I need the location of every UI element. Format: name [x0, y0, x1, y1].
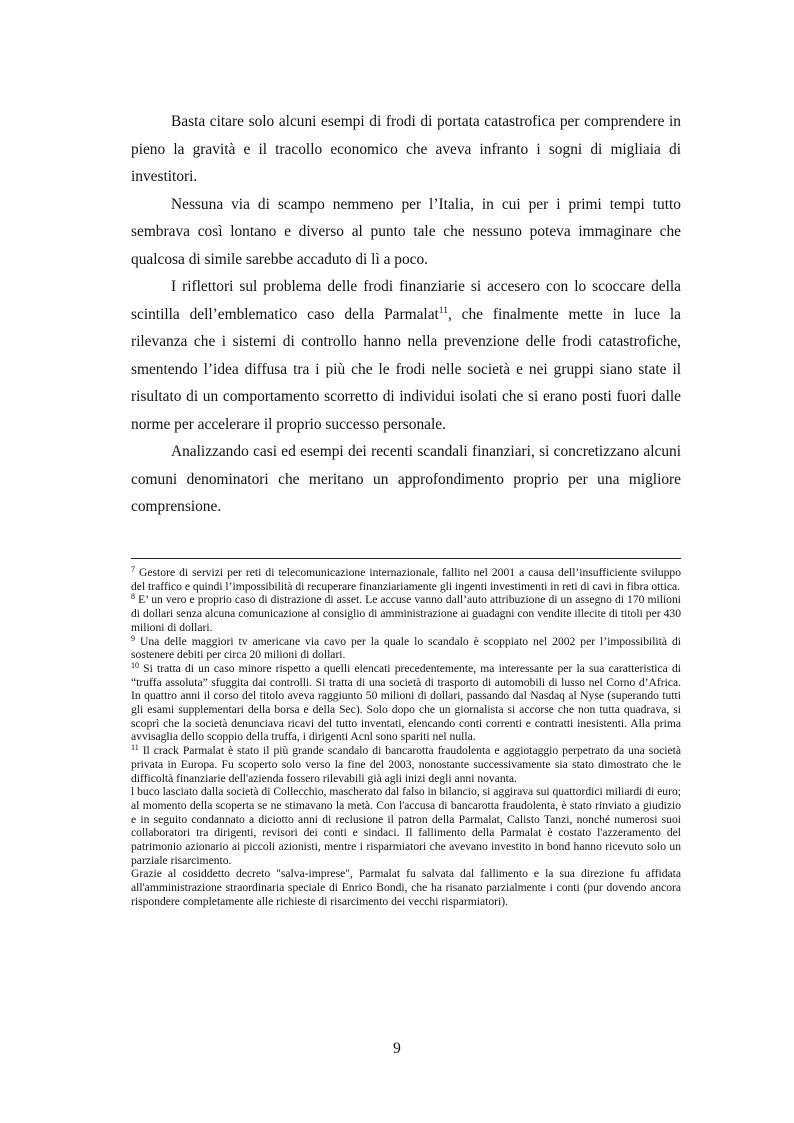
- footnote: [131, 744, 681, 785]
- paragraph: Analizzando casi ed esempi dei recenti scandali finanziari, si concretizzano alcuni comuni denominatori che meritano un approfondimento proprio per una migliore comprensione.: [131, 443, 681, 515]
- paragraph-text: I riflettori sul problema delle frodi finanziarie si accesero con lo scoccare della scintilla dell’emblematico caso della Parmalat: [131, 278, 681, 323]
- footnote-continuation: Grazie al cosiddetto decreto "salva-imprese", Parmalat fu salvata dal fallimento e la sua direzione fu affidata all'amministrazione straordinaria speciale di Enrico Bondi, che ha risanato parzialmente i conti (pur dovendo ancora rispondere completamente alle richieste di risarcimento dei vecchi risparmiatori).: [131, 867, 681, 908]
- footnote-text: E’ un vero e proprio caso di distrazione di asset. Le accuse vanno dall’auto attribuzione di un assegno di 170 milioni di dollari senza alcuna comunicazione al consiglio di amministrazione ai guadagni con vendite illecite di titoli per 430 milioni di dollari.: [131, 593, 681, 634]
- footnote-text: Gestore di servizi per reti di telecomunicazione internazionale, fallito nel 2001 a causa dell’insufficiente sviluppo del traffico e quindi l’impossibilità di recuperare finanziariamente gli ingenti investimenti in reti di cavi in fibra ottica.: [131, 566, 681, 593]
- footnote-text: Il crack Parmalat è stato il più grande scandalo di bancarotta fraudolenta e aggiotaggio perpetrato da una società privata in Europa. Fu scoperto solo verso la fine del 2003, nonostante successivamente sia stato dimostrato che le difficoltà finanziarie dell'azienda fossero rilevabili già agli inizi degli anni novanta.: [131, 744, 681, 785]
- footnote-continuation: l buco lasciato dalla società di Collecchio, mascherato dal falso in bilancio, si aggirava sui quattordici miliardi di euro; al momento della scoperta se ne stimavano la metà. Con l'accusa di bancarotta fraudolenta, è stato rinviato a giudizio e in seguito condannato a diciotto anni di reclusione il patron della Parmalat, Calisto Tanzi, nonché numerosi suoi collaboratori tra dirigenti, revisori dei conti e sindaci. Il fallimento della Parmalat è costato l'azzeramento del patrimonio azionario ai piccoli azionisti, mentre i risparmiatori che avevano investito in bond hanno ricevuto solo un parziale risarcimento.: [131, 785, 681, 867]
- footnote-reference: 11: [438, 305, 448, 316]
- footnote-number: 9: [131, 633, 135, 643]
- footnote: [131, 593, 681, 634]
- page-number: 9: [393, 1040, 401, 1057]
- footnote-number: 10: [131, 660, 139, 670]
- footnote-number: 7: [131, 565, 135, 574]
- footnotes: [131, 566, 681, 909]
- footnote: [131, 662, 681, 744]
- footnote-number: 8: [131, 592, 135, 602]
- paragraph: [131, 273, 681, 438]
- footnote: [131, 635, 681, 662]
- paragraph-text: , che finalmente mette in luce la rilevanza che i sistemi di controllo hanno nella prevenzione delle frodi catastrofiche, smentendo l’idea diffusa tra i più che le frodi nelle società e nei gruppi siano state il risultato di un comportamento scorretto di individui isolati che si erano posti fuori dalle norme per accelerare il proprio successo personale.: [131, 305, 681, 433]
- footnote-number: 11: [131, 743, 139, 753]
- footnote-text: Si tratta di un caso minore rispetto a quelli elencati precedentemente, ma interessante per la sua caratteristica di “truffa assoluta” sfuggita dai controlli. Si tratta di una società di trasporto di automobili di lusso nel Corno d’Africa. In quattro anni il corso del titolo aveva raggiunto 50 milioni di dollari, passando dal Nasdaq al Nyse (superando tutti gli esami supplementari della borsa e della Sec). Solo dopo che un giornalista si accorse che non tutta quadrava, si scoprì che la società denunciava ricavi del tutto inventati, elencando conti correnti e contratti inesistenti. Alla prima avvisaglia dello scoppio della truffa, i dirigenti Acnl sono spariti nel nulla.: [131, 661, 681, 744]
- paragraph: Basta citare solo alcuni esempi di frodi di portata catastrofica per comprendere in pieno la gravità e il tracollo economico che aveva infranto i sogni di migliaia di investitori.: [131, 113, 681, 185]
- footnote-separator: [131, 558, 681, 559]
- paragraph: Nessuna via di scampo nemmeno per l’Italia, in cui per i primi tempi tutto sembrava così lontano e diverso al punto tale che nessuno poteva immaginare che qualcosa di simile sarebbe accaduto di lì a poco.: [131, 195, 681, 268]
- body-text: [131, 108, 681, 521]
- footnote: [131, 566, 681, 593]
- footnote-text: Una delle maggiori tv americane via cavo per la quale lo scandalo è scoppiato nel 2002 per l’impossibilità di sostenere debiti per circa 20 milioni di dollari.: [131, 634, 681, 662]
